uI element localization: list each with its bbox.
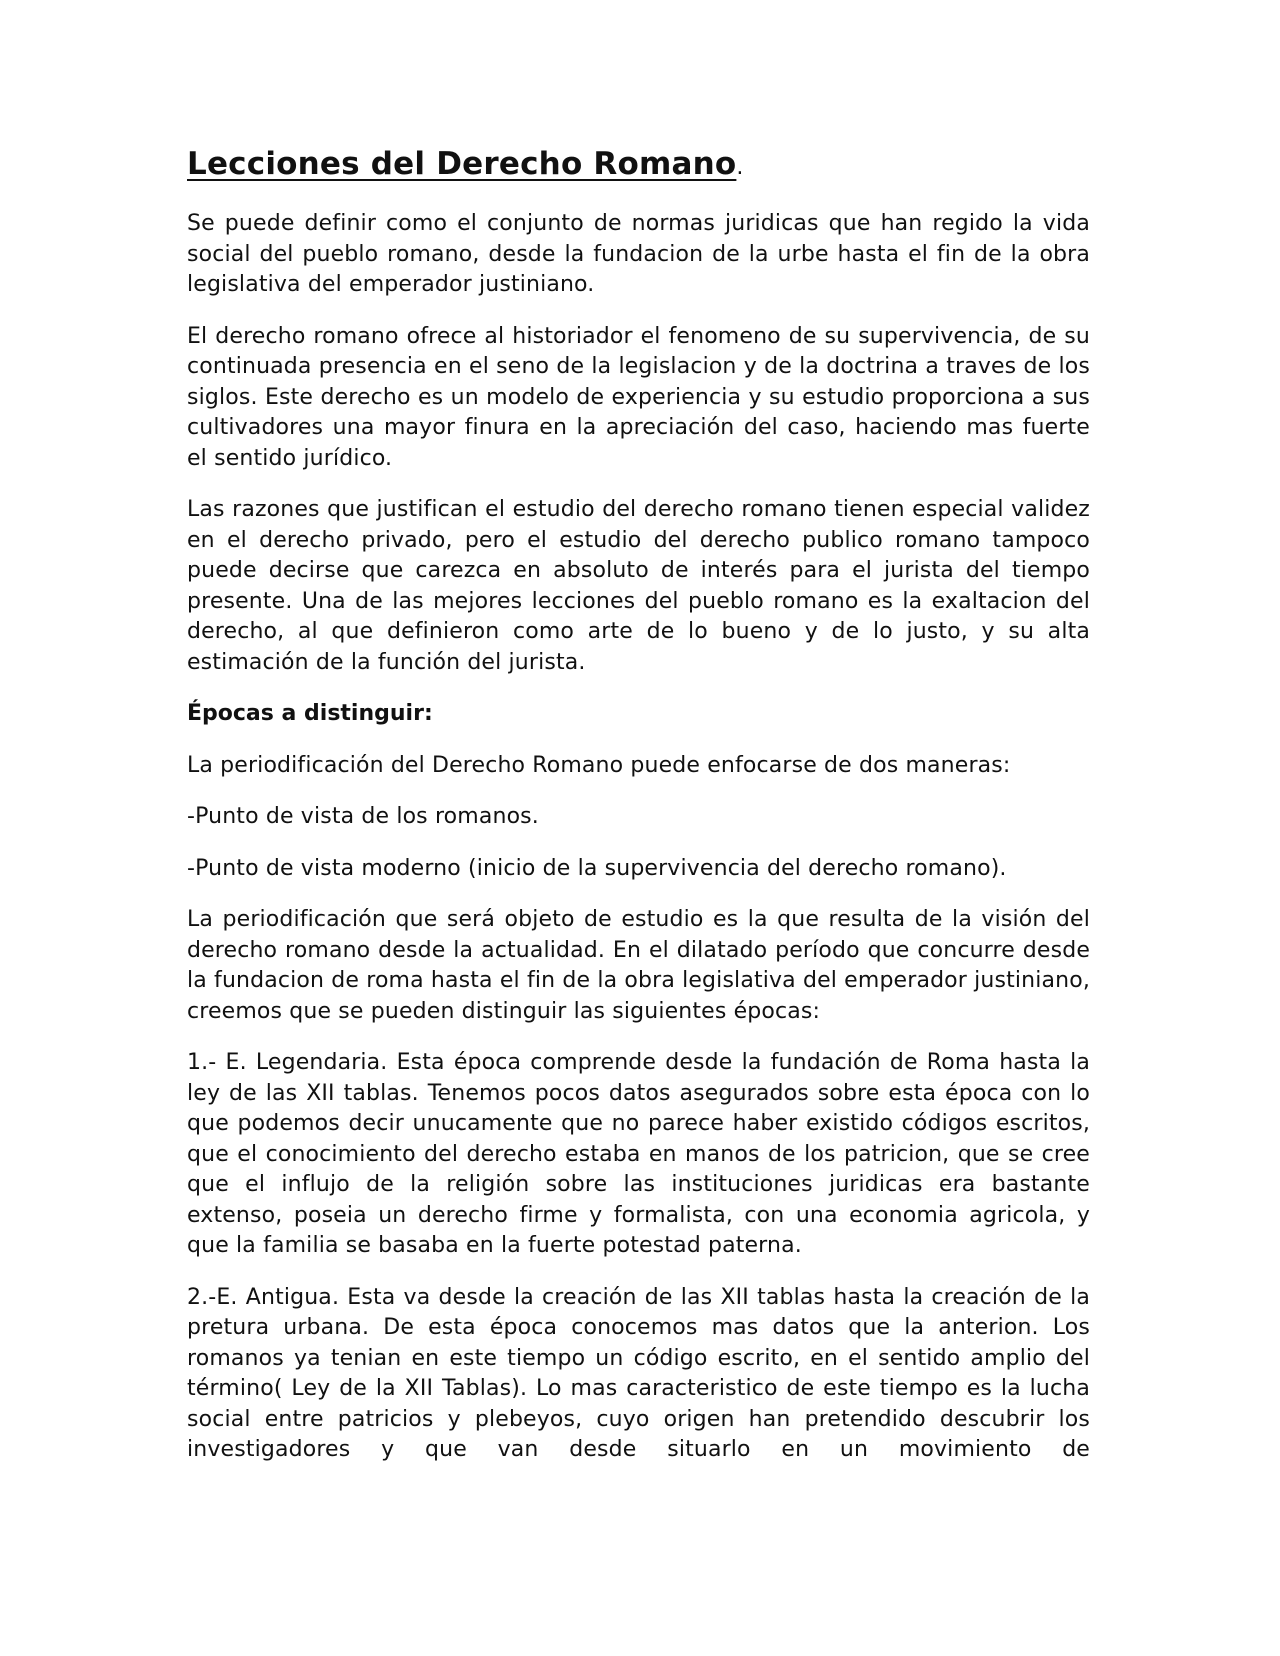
paragraph-epoca-legendaria: 1.- E. Legendaria. Esta época comprende desde la fundación de Roma hasta la ley de las XII tablas. Tenemos pocos datos asegurados sobre esta época con lo que podemos decir unucamente que no parece haber existido códigos escritos, que el conocimiento del derecho estaba en manos de los patricion, que se cree que el influjo de la religión sobre las instituciones juridicas era bastante extenso, poseia un derecho firme y formalista, con una economia agricola, y que la familia se basaba en la fuerte potestad paterna.: [187, 1050, 1090, 1258]
document-title: Lecciones del Derecho Romano: [187, 146, 737, 182]
paragraph-epoca-antigua: 2.-E. Antigua. Esta va desde la creación de las XII tablas hasta la creación de la pretura urbana. De esta época conocemos mas datos que la anterion. Los romanos ya tenian en este tiempo un código escrito, en el sentido amplio del término( Ley de la XII Tablas). Lo mas caracteristico de este tiempo es la lucha social entre patricios y plebeyos, cuyo origen han pretendido descubrir los investigadores y que van desde situarlo en un movimiento de: [187, 1284, 1090, 1462]
title-period: .: [736, 155, 744, 180]
paragraph-definition: Se puede definir como el conjunto de normas juridicas que han regido la vida social del pueblo romano, desde la fundacion de la urbe hasta el fin de la obra legislativa del emperador justiniano.: [187, 211, 1090, 297]
list-item-punto-moderno: -Punto de vista moderno (inicio de la supervivencia del derecho romano).: [187, 855, 1007, 881]
paragraph-periodificacion-estudio: La periodificación que será objeto de estudio es la que resulta de la visión del derecho romano desde la actualidad. En el dilatado período que concurre desde la fundacion de roma hasta el fin de la obra legislativa del emperador justiniano, creemos que se pueden distinguir las siguientes épocas:: [187, 907, 1090, 1024]
paragraph-razones: Las razones que justifican el estudio del derecho romano tienen especial validez en el derecho privado, pero el estudio del derecho publico romano tampoco puede decirse que carezca en absoluto de interés para el jurista del tiempo presente. Una de las mejores lecciones del pueblo romano es la exaltacion del derecho, al que definieron como arte de lo bueno y de lo justo, y su alta estimación de la función del jurista.: [187, 497, 1090, 675]
title-line: [187, 144, 1090, 188]
section-heading-epocas: Épocas a distinguir:: [187, 701, 433, 726]
paragraph-supervivencia: El derecho romano ofrece al historiador el fenomeno de su supervivencia, de su continuada presencia en el seno de la legislacion y de la doctrina a traves de los siglos. Este derecho es un modelo de experiencia y su estudio proporciona a sus cultivadores una mayor finura en la apreciación del caso, haciendo mas fuerte el sentido jurídico.: [187, 323, 1090, 471]
paragraph-periodificacion-intro: La periodificación del Derecho Romano puede enfocarse de dos maneras:: [187, 752, 1011, 778]
list-item-punto-romanos: -Punto de vista de los romanos.: [187, 804, 539, 829]
document-body: [187, 144, 1090, 1487]
